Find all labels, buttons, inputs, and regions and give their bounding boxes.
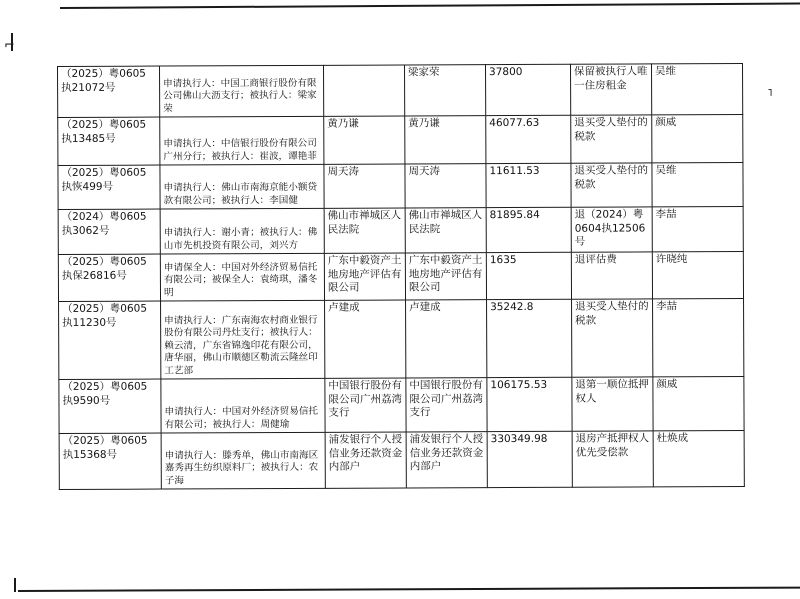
reason-cell: 退房产抵押权人优先受偿款: [572, 431, 653, 487]
parties-cell: 申请执行人：佛山市南海京能小额贷款有限公司；被执行人：李国健: [160, 164, 324, 209]
amount-cell: 1635: [486, 252, 571, 299]
table-row: [59, 377, 744, 434]
judge-cell: 杜焕成: [653, 431, 744, 487]
table-row: [58, 64, 743, 118]
payee-cell: 周天涛: [324, 164, 405, 208]
scan-edge-bottom: [18, 587, 800, 592]
reason-cell: 退第一顺位抵押权人: [572, 377, 653, 431]
payee-cell: 中国银行股份有限公司广州荔湾支行: [325, 378, 406, 432]
judge-cell: 颜威: [653, 377, 744, 431]
amount-cell: 35242.8: [487, 299, 572, 377]
amount-cell: 330349.98: [487, 431, 572, 487]
payee-cell: 黄乃谦: [324, 116, 405, 164]
payee-cell: 浦发银行个人授信业务还款资金内部户: [325, 432, 406, 488]
case-number-cell: （2025）粤0605执恢499号: [58, 165, 160, 209]
account-name-cell: 黄乃谦: [405, 116, 486, 164]
judge-cell: 李喆: [653, 299, 744, 377]
case-number-cell: （2025）粤0605执15368号: [59, 433, 161, 489]
account-name-cell: 梁家荣: [404, 65, 485, 116]
reason-cell: 保留被执行人唯一住房租金: [570, 64, 651, 115]
parties-cell: 申请执行人：滕秀单，佛山市南海区嘉秀再生纺织原料厂；被执行人：农子海: [161, 432, 325, 489]
case-number-cell: （2025）粤0605执保26816号: [58, 254, 160, 301]
reason-cell: 退（2024）粤0604执12506号: [571, 207, 652, 252]
scan-mark-right: ⌐: [764, 87, 778, 98]
table-row: [58, 115, 743, 166]
payee-cell: 卢建成: [325, 300, 406, 378]
reason-cell: 退买受人垫付的税款: [571, 115, 652, 163]
amount-cell: 46077.63: [486, 115, 571, 163]
parties-cell: 申请执行人：中国工商银行股份有限公司佛山大沥支行；被执行人：梁家荣: [160, 65, 324, 117]
payee-cell: 广东中毅资产土地房地产评估有限公司: [324, 253, 405, 300]
scan-mark-left: ⌐: [4, 38, 15, 53]
amount-cell: 11611.53: [486, 163, 571, 207]
account-name-cell: 卢建成: [406, 300, 487, 378]
parties-cell: 申请执行人：广东南海农村商业银行股份有限公司丹灶支行；被执行人：赖云清，广东省锦逸印花有限公司，唐华丽，佛山市顺德区勒流云隆丝印工艺部: [161, 300, 325, 379]
account-name-cell: 周天涛: [405, 164, 486, 208]
judge-cell: 许晓纯: [652, 252, 743, 299]
case-number-cell: （2024）粤0605执3062号: [58, 209, 160, 254]
reason-cell: 退买受人垫付的税款: [571, 163, 652, 207]
case-number-cell: （2025）粤0605执13485号: [58, 117, 160, 165]
table-row: [58, 163, 743, 210]
account-name-cell: 佛山市禅城区人民法院: [405, 208, 486, 253]
case-number-cell: （2025）粤0605执11230号: [59, 301, 161, 379]
disbursement-table: [57, 63, 745, 490]
case-number-cell: （2025）粤0605执9590号: [59, 379, 161, 433]
parties-cell: 申请执行人：中国对外经济贸易信托有限公司；被执行人：周健瑜: [161, 378, 325, 433]
case-number-cell: （2025）粤0605执21072号: [58, 66, 160, 117]
parties-cell: 申请保全人：中国对外经济贸易信托有限公司；被保全人：袁绮琪，潘冬明: [160, 253, 324, 301]
payee-cell: 佛山市禅城区人民法院: [324, 208, 405, 253]
scan-edge-bottom-left: [14, 578, 16, 592]
table-row: [59, 431, 744, 490]
reason-cell: 退评估费: [571, 252, 652, 299]
table-row: [58, 252, 743, 302]
table-row: [59, 299, 744, 380]
amount-cell: 37800: [485, 64, 570, 115]
parties-cell: 申请执行人：中信银行股份有限公司广州分行；被执行人：崔波，谭艳菲: [160, 116, 324, 165]
account-name-cell: 浦发银行个人授信业务还款资金内部户: [406, 432, 487, 488]
judge-cell: 吴维: [652, 163, 743, 207]
reason-cell: 退买受人垫付的税款: [572, 299, 653, 377]
judge-cell: 颜威: [652, 115, 743, 163]
judge-cell: 李喆: [652, 207, 743, 252]
amount-cell: 81895.84: [486, 207, 571, 252]
payee-cell: [323, 65, 404, 116]
account-name-cell: 中国银行股份有限公司广州荔湾支行: [406, 378, 487, 432]
parties-cell: 申请执行人：谢小青；被执行人：佛山市先机投资有限公司，刘兴方: [160, 208, 324, 254]
amount-cell: 106175.53: [487, 377, 572, 431]
judge-cell: 吴维: [651, 64, 742, 115]
account-name-cell: 广东中毅资产土地房地产评估有限公司: [405, 253, 486, 300]
table-row: [58, 207, 743, 255]
scan-edge-top: [60, 2, 800, 9]
